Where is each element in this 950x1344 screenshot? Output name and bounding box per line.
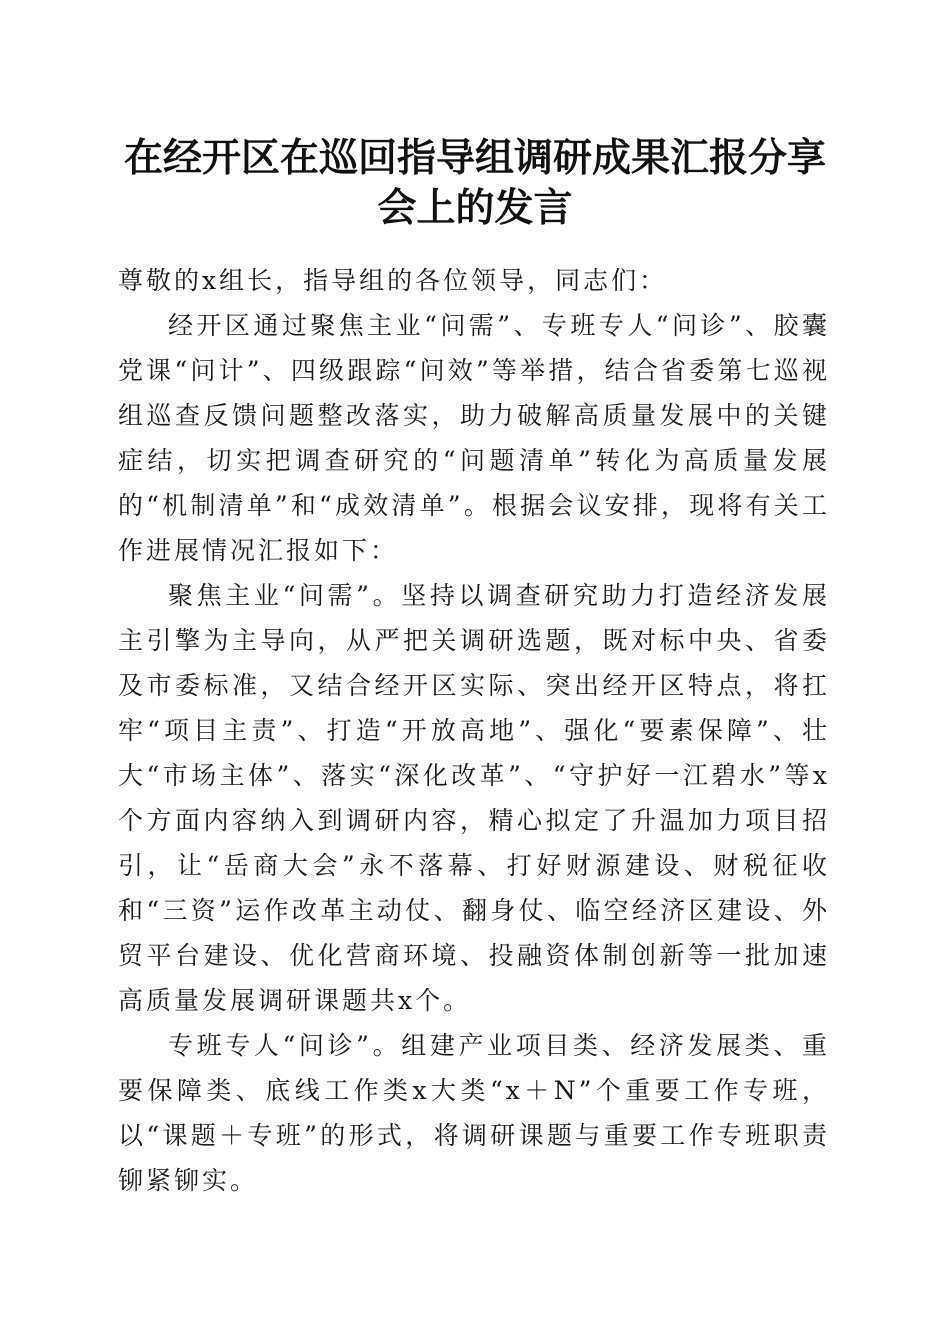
- salutation: 尊敬的x组长，指导组的各位领导，同志们：: [118, 266, 668, 295]
- document-body: [118, 258, 830, 1203]
- document-title: 在经开区在巡回指导组调研成果汇报分享会上的发言: [123, 135, 826, 231]
- paragraph-intro: 经开区通过聚焦主业“问需”、专班专人“问诊”、胶囊党课“问计”、四级跟踪“问效”等举措，结合省委第七巡视组巡查反馈问题整改落实，助力破解高质量发展中的关键症结，切实把调查研究的“问题清单”转化为高质量发展的“机制清单”和“成效清单”。根据会议安排，现将有关工作进展情况汇报如下：: [118, 311, 830, 565]
- paragraph-wenxu: 聚焦主业“问需”。坚持以调查研究助力打造经济发展主引擎为主导向，从严把关调研选题，既对标中央、省委及市委标准，又结合经开区实际、突出经开区特点，将扛牢“项目主责”、打造“开放高地”、强化“要素保障”、壮大“市场主体”、落实“深化改革”、“守护好一江碧水”等x个方面内容纳入到调研内容，精心拟定了升温加力项目招引，让“岳商大会”永不落幕、打好财源建设、财税征收和“三资”运作改革主动仗、翻身仗、临空经济区建设、外贸平台建设、优化营商环境、投融资体制创新等一批加速高质量发展调研课题共x个。: [118, 581, 830, 1015]
- paragraph-wenzhen: 专班专人“问诊”。组建产业项目类、经济发展类、重要保障类、底线工作类x大类“x＋N”个重要工作专班，以“课题＋专班”的形式，将调研课题与重要工作专班职责铆紧铆实。: [118, 1031, 830, 1195]
